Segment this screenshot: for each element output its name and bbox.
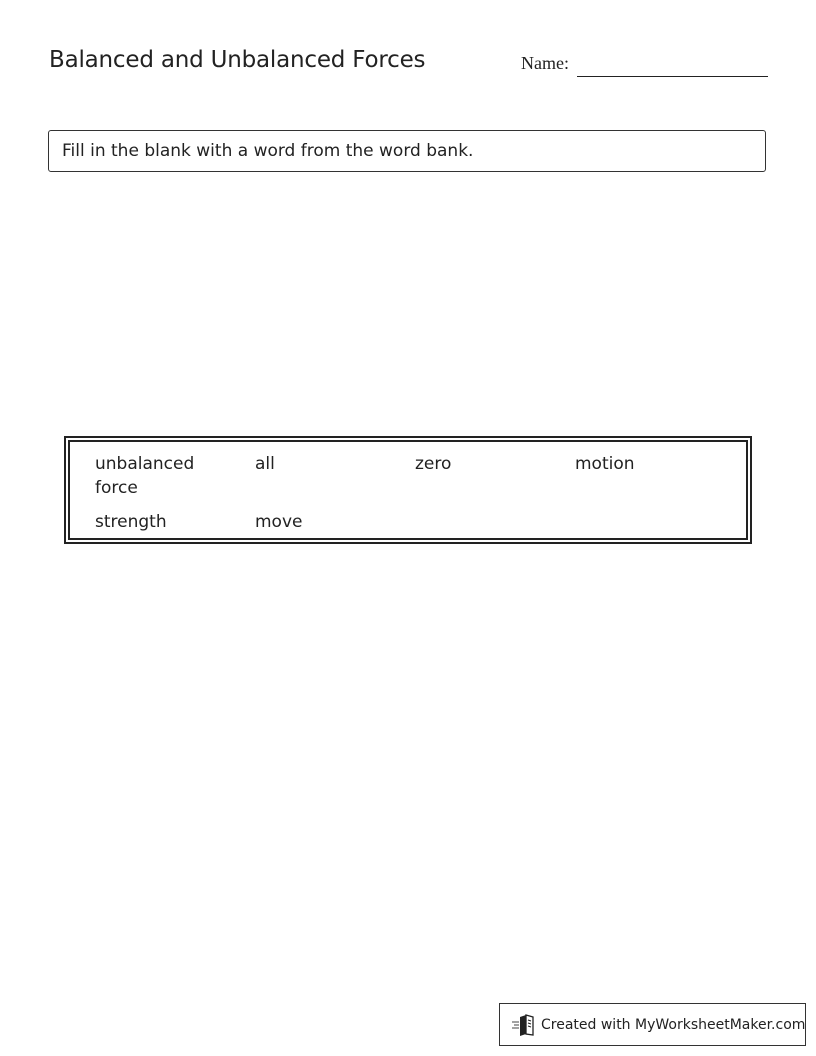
word-bank-item: move (255, 512, 303, 532)
instructions-box: Fill in the blank with a word from the word bank. (48, 130, 766, 172)
word-bank-item: strength (95, 512, 167, 532)
name-line (577, 76, 768, 77)
word-bank-item: zero (415, 454, 452, 474)
worksheet-title: Balanced and Unbalanced Forces (49, 47, 426, 73)
word-bank-item: unbalanced force (95, 454, 195, 498)
footer-credit[interactable] (499, 1003, 806, 1046)
footer-text: Created with MyWorksheetMaker.com (541, 1016, 806, 1033)
book-icon (511, 1013, 537, 1037)
word-bank-item: motion (575, 454, 635, 474)
word-bank (64, 436, 752, 544)
word-bank-inner-border (68, 440, 748, 540)
word-bank-item: all (255, 454, 275, 474)
name-label: Name: (521, 53, 569, 73)
